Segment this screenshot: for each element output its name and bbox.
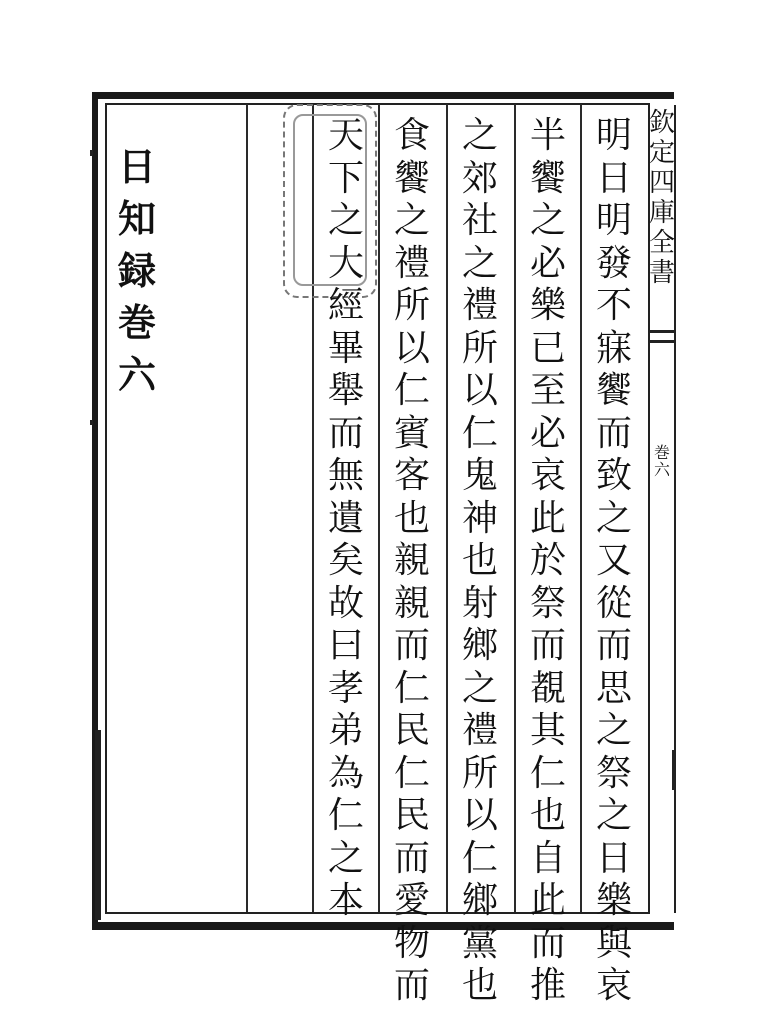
text-char: 遺 bbox=[327, 497, 364, 539]
text-char: 孝 bbox=[327, 667, 364, 709]
text-char: 舉 bbox=[327, 370, 364, 411]
text-char: 仁 bbox=[529, 752, 566, 794]
text-char: 之 bbox=[461, 242, 498, 284]
text-char: 弟 bbox=[327, 710, 364, 751]
text-char: 之 bbox=[595, 497, 632, 539]
text-char: 民 bbox=[393, 795, 430, 836]
text-char: 必 bbox=[529, 242, 566, 284]
scan-artifact bbox=[90, 420, 93, 425]
text-char: 之 bbox=[393, 200, 430, 241]
margin-volume-label bbox=[651, 445, 673, 479]
text-char: 愛 bbox=[393, 880, 430, 921]
text-char: 客 bbox=[393, 455, 430, 496]
text-char: 賓 bbox=[393, 412, 430, 454]
text-char: 致 bbox=[595, 455, 632, 496]
text-column-4 bbox=[384, 115, 440, 1011]
text-char: 之 bbox=[461, 667, 498, 709]
text-char: 也 bbox=[461, 965, 498, 1006]
text-char: 日 bbox=[595, 837, 632, 879]
column-rule bbox=[514, 104, 516, 912]
text-char: 而 bbox=[595, 412, 632, 454]
text-char: 也 bbox=[393, 497, 430, 539]
margin-series-title bbox=[649, 110, 675, 290]
text-char: 思 bbox=[595, 667, 632, 709]
text-char: 大 bbox=[327, 242, 364, 284]
text-char: 祭 bbox=[529, 582, 566, 624]
text-char: 故 bbox=[327, 582, 364, 624]
text-char: 之 bbox=[327, 837, 364, 879]
text-char: 物 bbox=[393, 922, 430, 964]
text-char: 至 bbox=[529, 370, 566, 411]
text-char: 此 bbox=[529, 880, 566, 921]
text-char: 與 bbox=[595, 922, 632, 964]
text-char: 仁 bbox=[461, 837, 498, 879]
text-char: 明 bbox=[595, 115, 632, 156]
text-char: 以 bbox=[393, 327, 430, 369]
text-char: 祭 bbox=[595, 752, 632, 794]
text-char: 仁 bbox=[461, 412, 498, 454]
text-char: 仁 bbox=[393, 370, 430, 411]
text-char: 而 bbox=[327, 412, 364, 454]
text-char: 其 bbox=[529, 710, 566, 751]
scan-artifact bbox=[672, 750, 674, 790]
title-char: 六 bbox=[117, 352, 156, 397]
text-char: 哀 bbox=[595, 965, 632, 1006]
text-char: 曰 bbox=[327, 625, 364, 666]
text-column-5 bbox=[318, 115, 374, 926]
margin-char: 欽 bbox=[649, 108, 676, 138]
text-char: 哀 bbox=[529, 455, 566, 496]
fish-tail-mark bbox=[648, 330, 676, 360]
text-char: 仁 bbox=[393, 752, 430, 794]
text-char: 本 bbox=[327, 880, 364, 921]
text-char: 推 bbox=[529, 965, 566, 1006]
scan-artifact bbox=[90, 150, 93, 156]
text-column-2 bbox=[520, 115, 576, 1011]
text-char: 鬼 bbox=[461, 455, 498, 496]
text-char: 之 bbox=[529, 200, 566, 241]
text-char: 而 bbox=[393, 625, 430, 666]
text-char: 所 bbox=[393, 285, 430, 326]
text-char: 食 bbox=[393, 115, 430, 156]
text-char: 自 bbox=[529, 837, 566, 879]
text-char: 無 bbox=[327, 455, 364, 496]
title-char: 知 bbox=[117, 196, 156, 241]
fish-tail-bar bbox=[648, 340, 676, 343]
text-char: 饗 bbox=[393, 157, 430, 199]
text-char: 所 bbox=[461, 327, 498, 369]
text-char: 社 bbox=[461, 200, 498, 241]
column-rule bbox=[446, 104, 448, 912]
text-char: 覩 bbox=[529, 667, 566, 709]
text-char: 黨 bbox=[461, 922, 498, 964]
margin-char: 巻 bbox=[653, 443, 670, 462]
text-char: 神 bbox=[461, 497, 498, 539]
text-char: 親 bbox=[393, 582, 430, 624]
text-char: 發 bbox=[595, 242, 632, 284]
text-char: 之 bbox=[327, 200, 364, 241]
title-char: 巻 bbox=[117, 300, 156, 345]
text-char: 必 bbox=[529, 412, 566, 454]
text-char: 樂 bbox=[529, 285, 566, 326]
text-char: 禮 bbox=[393, 242, 430, 284]
frame-inner-left-line bbox=[105, 103, 107, 914]
scan-artifact bbox=[95, 730, 101, 920]
text-char: 畢 bbox=[327, 327, 364, 369]
text-char: 親 bbox=[393, 540, 430, 581]
text-char: 矣 bbox=[327, 540, 364, 581]
text-char: 明 bbox=[595, 200, 632, 241]
text-char: 寐 bbox=[595, 327, 632, 369]
text-char: 半 bbox=[529, 115, 566, 156]
text-char: 仁 bbox=[393, 667, 430, 709]
text-char: 天 bbox=[327, 115, 364, 156]
text-char: 以 bbox=[461, 795, 498, 836]
text-column-3 bbox=[452, 115, 508, 1011]
text-char: 又 bbox=[595, 540, 632, 581]
text-char: 下 bbox=[327, 157, 364, 199]
text-char: 不 bbox=[595, 285, 632, 326]
frame-top-border bbox=[92, 92, 674, 99]
text-char: 於 bbox=[529, 540, 566, 581]
text-char: 也 bbox=[461, 540, 498, 581]
text-char: 以 bbox=[461, 370, 498, 411]
text-char: 而 bbox=[529, 922, 566, 964]
margin-char: 全 bbox=[649, 228, 676, 258]
text-char: 而 bbox=[393, 965, 430, 1006]
text-char: 仁 bbox=[327, 795, 364, 836]
text-char: 射 bbox=[461, 582, 498, 624]
column-rule bbox=[580, 104, 582, 912]
text-char: 禮 bbox=[461, 285, 498, 326]
text-char: 為 bbox=[327, 752, 364, 794]
text-char: 而 bbox=[595, 625, 632, 666]
text-char: 民 bbox=[393, 710, 430, 751]
margin-char: 庫 bbox=[649, 198, 676, 228]
text-char: 鄉 bbox=[461, 625, 498, 666]
column-rule bbox=[246, 104, 248, 912]
text-char: 所 bbox=[461, 752, 498, 794]
text-char: 饗 bbox=[595, 370, 632, 411]
text-char: 也 bbox=[529, 795, 566, 836]
title-char: 日 bbox=[117, 144, 156, 189]
text-column-1 bbox=[586, 115, 642, 1011]
text-char: 日 bbox=[595, 157, 632, 199]
text-char: 禮 bbox=[461, 710, 498, 751]
column-rule bbox=[378, 104, 380, 912]
text-char: 饗 bbox=[529, 157, 566, 199]
margin-char: 四 bbox=[649, 168, 676, 198]
text-char: 從 bbox=[595, 582, 632, 624]
text-char: 鄉 bbox=[461, 880, 498, 921]
margin-char: 定 bbox=[649, 138, 676, 168]
margin-char: 六 bbox=[653, 460, 670, 479]
text-char: 之 bbox=[595, 710, 632, 751]
text-char: 此 bbox=[529, 497, 566, 539]
text-char: 經 bbox=[327, 285, 364, 326]
book-title-column bbox=[112, 144, 162, 408]
text-char: 之 bbox=[595, 795, 632, 836]
text-char: 而 bbox=[393, 837, 430, 879]
text-char: 而 bbox=[529, 625, 566, 666]
text-char: 已 bbox=[529, 327, 566, 369]
text-char: 樂 bbox=[595, 880, 632, 921]
margin-char: 書 bbox=[649, 258, 676, 288]
text-char: 之 bbox=[461, 115, 498, 156]
title-char: 録 bbox=[117, 248, 156, 293]
text-char: 郊 bbox=[461, 157, 498, 199]
fish-tail-bar bbox=[648, 330, 676, 333]
